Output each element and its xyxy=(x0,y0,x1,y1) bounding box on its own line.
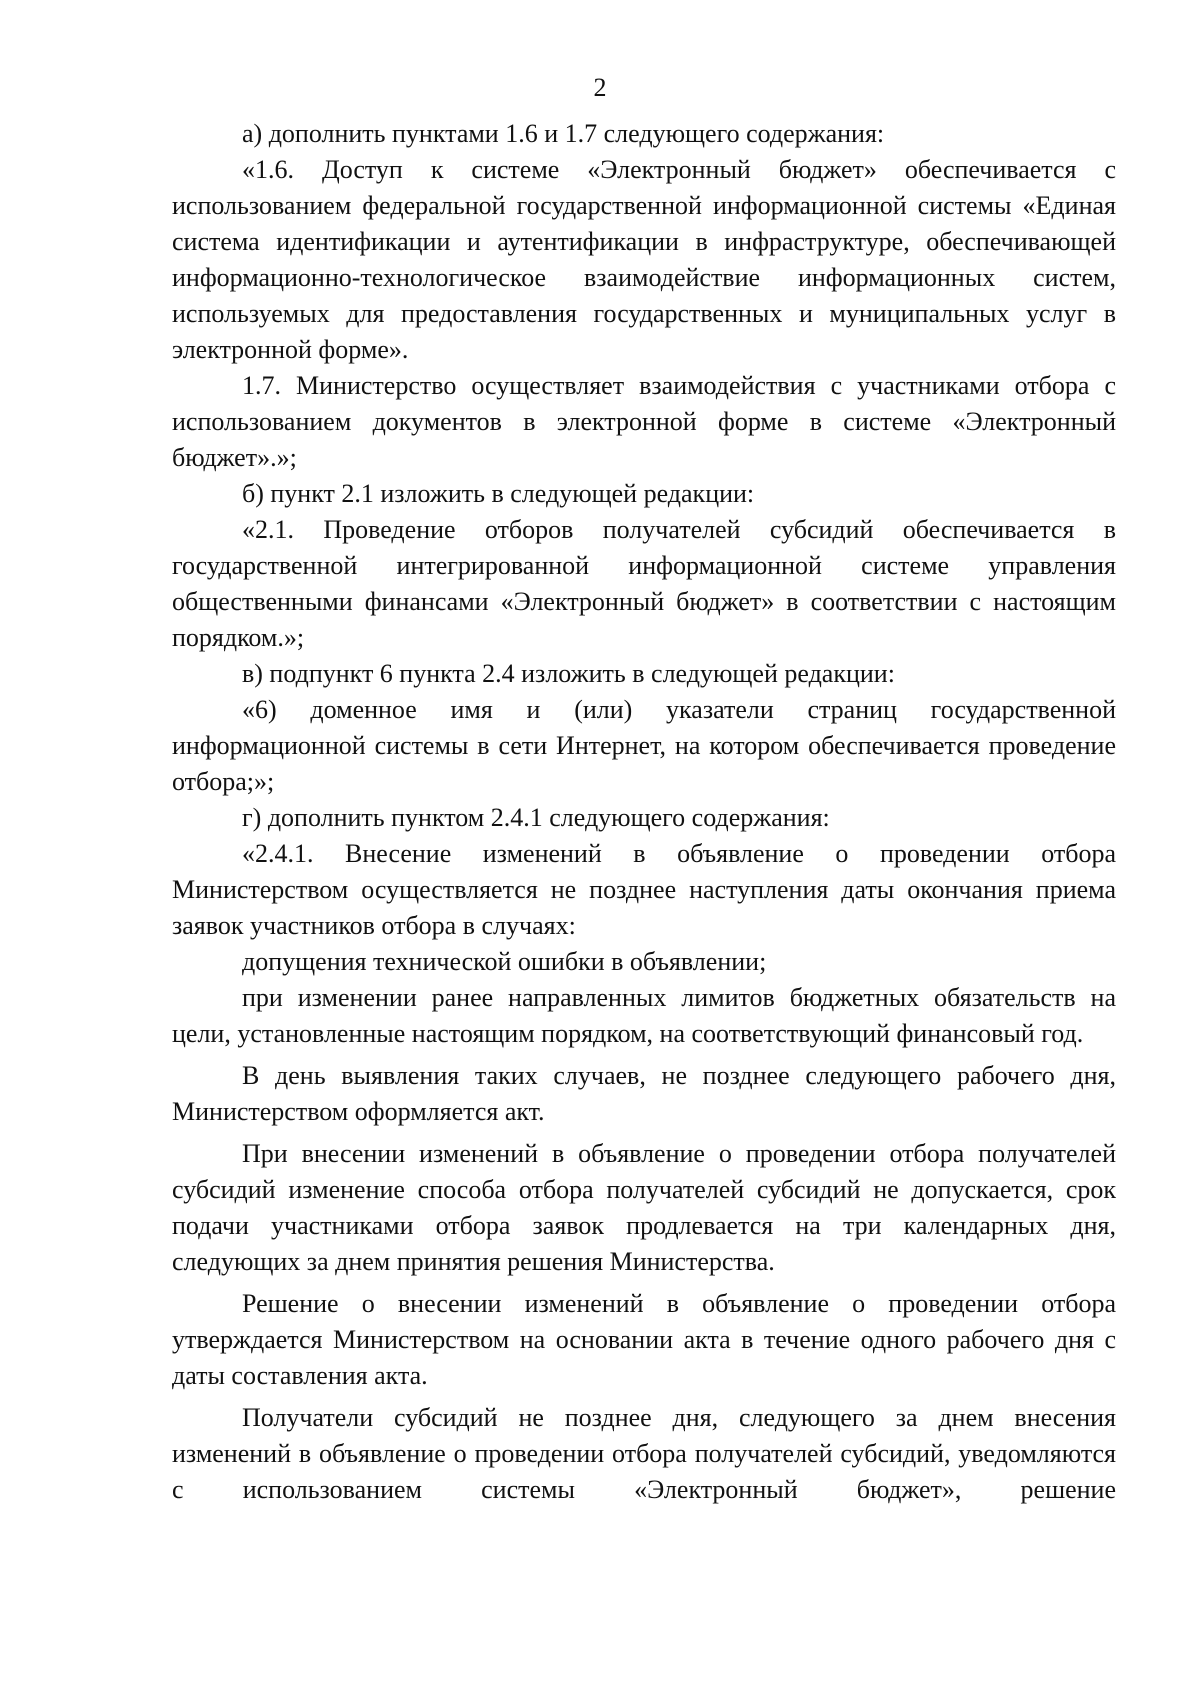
paragraph-11: при изменении ранее направленных лимитов бюджетных обязательств на цели, установленные настоящим порядком, на соответствующий финансовый год. xyxy=(172,983,1116,1048)
paragraph-14: Решение о внесении изменений в объявление о проведении отбора утверждается Министерством на основании акта в течение одного рабочего дня с даты составления акта. xyxy=(172,1289,1116,1390)
paragraph-2: «1.6. Доступ к системе «Электронный бюджет» обеспечивается с использованием федеральной государственной информационной системы «Единая система идентификации и аутентификации в инфраструктуре, обеспечивающей информационно-технологическое взаимодействие информационных систем, используемых для предоставления государственных и муниципальных услуг в электронной форме». xyxy=(172,155,1116,364)
paragraph-8: г) дополнить пунктом 2.4.1 следующего содержания: xyxy=(242,803,830,832)
paragraph-1: а) дополнить пунктами 1.6 и 1.7 следующего содержания: xyxy=(242,119,885,148)
paragraph-13: При внесении изменений в объявление о проведении отбора получателей субсидий изменение способа отбора получателей субсидий не допускается, срок подачи участниками отбора заявок продлевается на три календарных дня, следующих за днем принятия решения Министерства. xyxy=(172,1139,1116,1276)
paragraph-12: В день выявления таких случаев, не позднее следующего рабочего дня, Министерством оформляется акт. xyxy=(172,1061,1116,1126)
paragraph-15: Получатели субсидий не позднее дня, следующего за днем внесения изменений в объявление о проведении отбора получателей субсидий, уведомляются с использованием системы «Электронный бюджет», решение xyxy=(172,1403,1116,1504)
paragraph-7: «6) доменное имя и (или) указатели страниц государственной информационной системы в сети Интернет, на котором обеспечивается проведение отбора;»; xyxy=(172,695,1116,796)
paragraph-4: б) пункт 2.1 изложить в следующей редакции: xyxy=(242,479,755,508)
paragraph-5: «2.1. Проведение отборов получателей субсидий обеспечивается в государственной интегрированной информационной системе управления общественными финансами «Электронный бюджет» в соответствии с настоящим порядком.»; xyxy=(172,515,1116,652)
paragraph-3: 1.7. Министерство осуществляет взаимодействия с участниками отбора с использованием документов в электронной форме в системе «Электронный бюджет».»; xyxy=(172,371,1116,472)
page-number: 2 xyxy=(593,73,607,102)
paragraph-6: в) подпункт 6 пункта 2.4 изложить в следующей редакции: xyxy=(242,659,895,688)
document-body xyxy=(172,116,1116,1508)
paragraph-10: допущения технической ошибки в объявлении; xyxy=(242,947,767,976)
paragraph-9: «2.4.1. Внесение изменений в объявление о проведении отбора Министерством осуществляется не позднее наступления даты окончания приема заявок участников отбора в случаях: xyxy=(172,839,1116,940)
